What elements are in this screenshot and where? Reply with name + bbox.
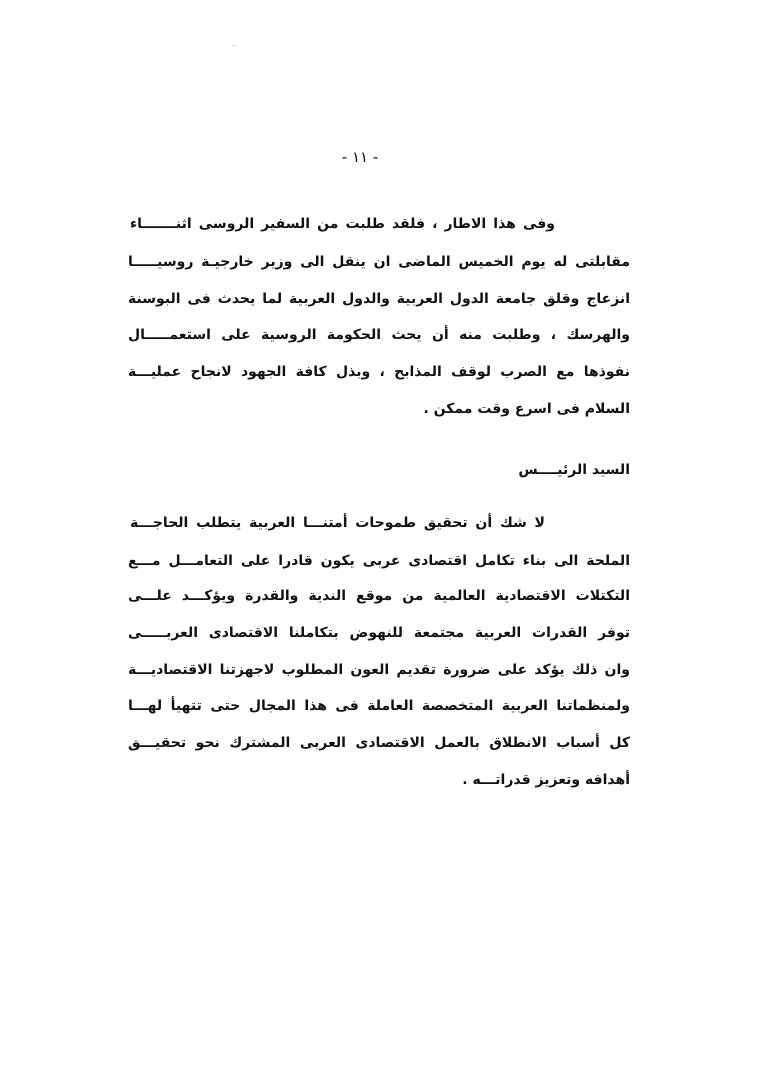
text-line: أهدافه وتعزيز قدراتـــه .	[462, 772, 630, 788]
text-line: وان ذلك يؤكد على ضرورة تقديم العون المطلوب لاجهزتنا الاقتصاديـــة	[128, 662, 630, 678]
text-line: نفوذها مع الصرب لوقف المذابح ، وبذل كافة الجهود لانجاح عمليـــة	[128, 364, 630, 380]
text-line: توفر القدرات العربية مجتمعة للنهوض بتكاملنا الاقتصادى العربـــــى	[128, 625, 630, 641]
text-line: مقابلتى له يوم الخميس الماضى ان ينقل الى وزير خارجيـة روسيـــــا	[128, 254, 630, 270]
text-line: لا شك أن تحقيق طموحات أمتنـــا العربية يتطلب الحاجـــة	[130, 515, 545, 531]
scan-speck	[233, 45, 234, 46]
section-heading: السيد الرئيــــس	[518, 462, 630, 478]
text-line: التكتلات الاقتصادية العالمية من موقع الندية والقدرة ويؤكـــد علـــى	[128, 588, 630, 604]
text-line: والهرسك ، وطلبت منه أن يحث الحكومة الروسية على استعمـــــال	[128, 327, 630, 343]
text-line: الملحة الى بناء تكامل اقتصادى عربى يكون قادرا على التعامـــل مـــع	[128, 553, 630, 569]
text-line: السلام فى اسرع وقت ممكن .	[423, 401, 630, 417]
text-line: كل أسباب الانطلاق بالعمل الاقتصادى العربى المشترك نحو تحقيـــق	[128, 735, 630, 751]
text-line: وفى هذا الاطار ، فلقد طلبت من السفير الروسى اثنـــــــاء	[130, 216, 555, 232]
text-line: ولمنظماتنا العربية المتخصصة العاملة فى هذا المجال حتى تتهيأ لهـــا	[128, 698, 630, 714]
text-line: انزعاج وقلق جامعة الدول العربية والدول العربية لما يحدث فى البوسنة	[128, 291, 630, 307]
page-number: - ١١ -	[341, 148, 379, 166]
